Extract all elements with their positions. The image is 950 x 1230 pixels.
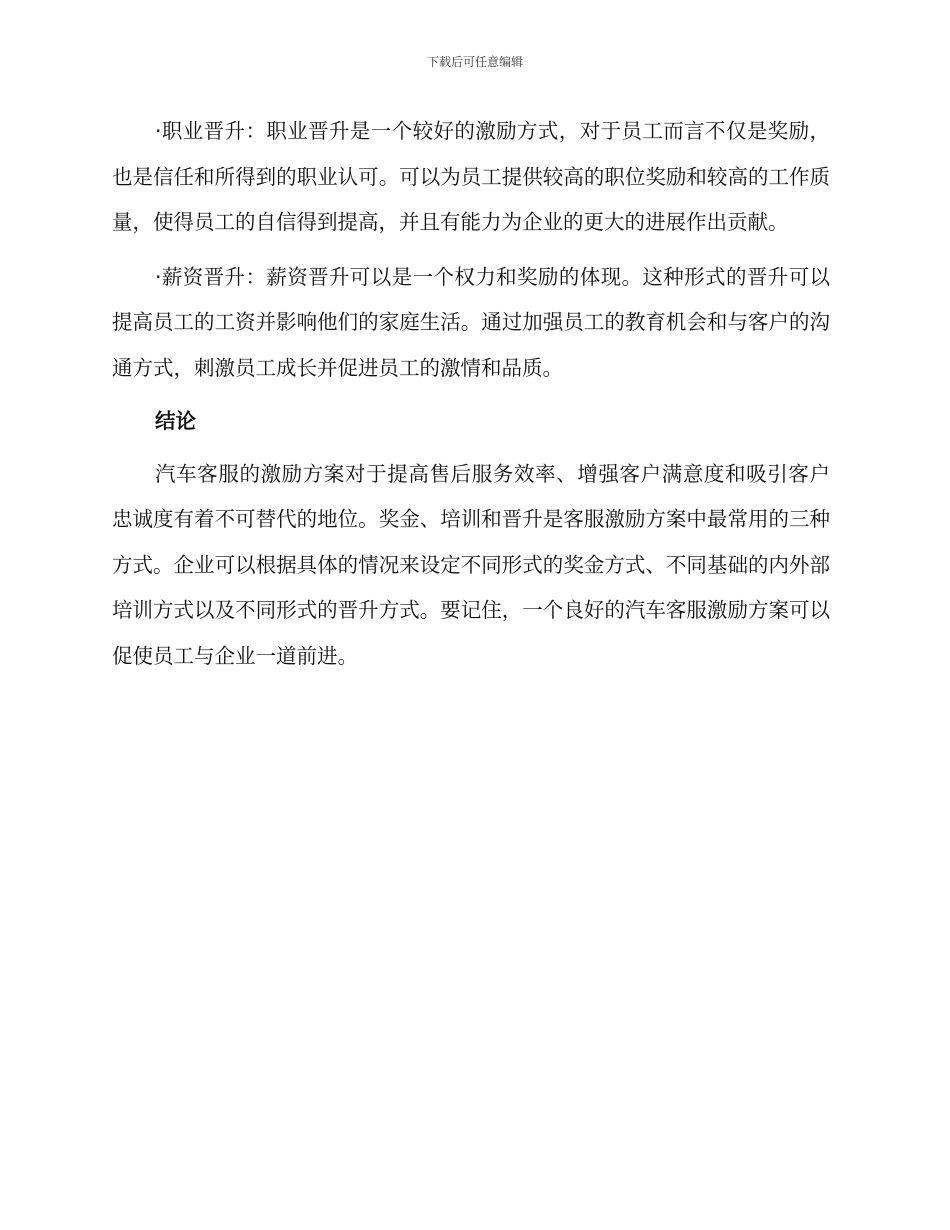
page-header-note: 下载后可任意编辑	[426, 55, 523, 69]
conclusion-heading: 结论	[155, 409, 196, 433]
paragraph-conclusion: 汽车客服的激励方案对于提高售后服务效率、增强客户满意度和吸引客户忠诚度有着不可替代的地位。奖金、培训和晋升是客服激励方案中最常用的三种方式。企业可以根据具体的情况来设定不同形式的奖金方式、不同基础的内外部培训方式以及不同形式的晋升方式。要记住，一个良好的汽车客服激励方案可以促使员工与企业一道前进。	[112, 461, 830, 668]
paragraph-career-promotion: ·职业晋升：职业晋升是一个较好的激励方式，对于员工而言不仅是奖励，也是信任和所得到的职业认可。可以为员工提供较高的职位奖励和较高的工作质量，使得员工的自信得到提高，并且有能力为企业的更大的进展作出贡献。	[112, 119, 830, 234]
document-body	[112, 109, 830, 679]
paragraph-salary-promotion: ·薪资晋升：薪资晋升可以是一个权力和奖励的体现。这种形式的晋升可以提高员工的工资并影响他们的家庭生活。通过加强员工的教育机会和与客户的沟通方式，刺激员工成长并促进员工的激情和品质。	[112, 264, 830, 380]
